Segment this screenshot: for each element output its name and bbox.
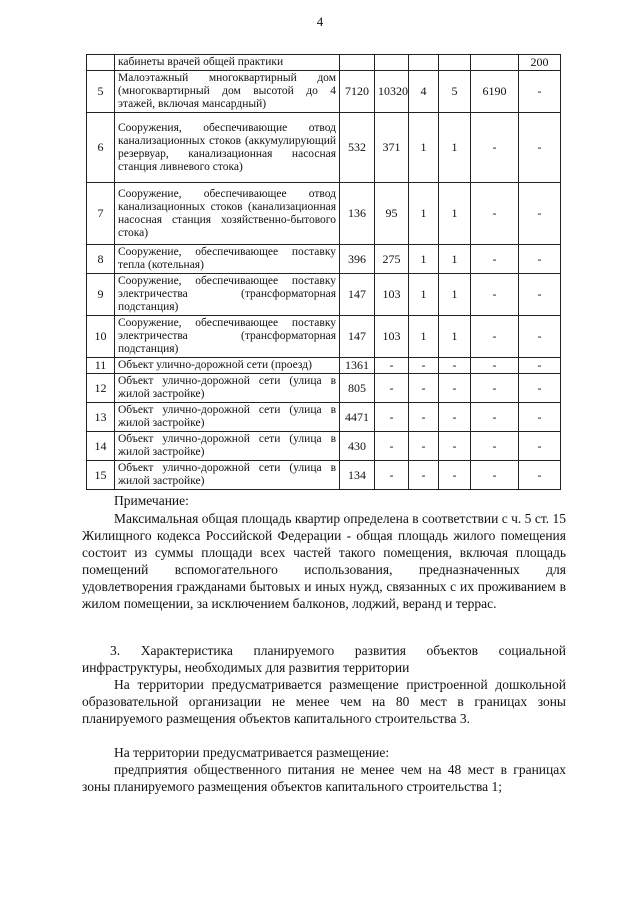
cell-name: Сооружение, обеспечивающее поставку электричества (трансформаторная подстанция) <box>115 274 340 316</box>
table-row <box>87 113 561 183</box>
cell-num: 11 <box>87 358 115 374</box>
cell-value: - <box>375 432 409 461</box>
cell-value: 7120 <box>340 71 375 113</box>
cell-name: Сооружение, обеспечивающее поставку электричества (трансформаторная подстанция) <box>115 316 340 358</box>
cell-value: - <box>471 374 519 403</box>
table-row <box>87 374 561 403</box>
section-3-paragraph-2: На территории предусматривается размещение: <box>114 745 390 760</box>
cell-num: 15 <box>87 461 115 490</box>
cell-num: 7 <box>87 183 115 245</box>
cell-value: 1 <box>409 113 439 183</box>
cell-value: - <box>471 245 519 274</box>
cell-name: Объект улично-дорожной сети (улица в жилой застройке) <box>115 461 340 490</box>
cell-value: - <box>409 432 439 461</box>
table-row <box>87 245 561 274</box>
cell-value: 805 <box>340 374 375 403</box>
cell-num: 10 <box>87 316 115 358</box>
cell-value: - <box>439 403 471 432</box>
cell-num: 8 <box>87 245 115 274</box>
cell-value: - <box>519 358 561 374</box>
cell-value: 200 <box>519 55 561 71</box>
cell-value: - <box>409 358 439 374</box>
cell-name: Сооружение, обеспечивающее поставку тепла (котельная) <box>115 245 340 274</box>
cell-num: 9 <box>87 274 115 316</box>
cell-value: - <box>519 274 561 316</box>
cell-value: 103 <box>375 274 409 316</box>
cell-value: - <box>439 432 471 461</box>
cell-value: 430 <box>340 432 375 461</box>
cell-value: - <box>409 374 439 403</box>
cell-value: - <box>409 461 439 490</box>
cell-value: 532 <box>340 113 375 183</box>
cell-value: - <box>439 374 471 403</box>
table-row <box>87 274 561 316</box>
cell-value: 6190 <box>471 71 519 113</box>
cell-value: - <box>439 461 471 490</box>
cell-value: - <box>519 245 561 274</box>
table-row <box>87 316 561 358</box>
cell-value: - <box>519 316 561 358</box>
section-3-paragraph-1: На территории предусматривается размещение пристроенной дошкольной образовательной организации не менее чем на 80 мест в границах зоны планируемого размещения объектов капитального строительства 3. <box>82 677 566 726</box>
cell-num: 12 <box>87 374 115 403</box>
cell-value: 1 <box>439 245 471 274</box>
cell-value: 1 <box>439 316 471 358</box>
cell-value: 5 <box>439 71 471 113</box>
cell-value: - <box>519 461 561 490</box>
note-text: Максимальная общая площадь квартир определена в соответствии с ч. 5 ст. 15 Жилищного кодекса Российской Федерации - общая площадь жилого помещения состоит из суммы площади всех частей такого помещения, включая площадь помещений вспомогательного использования, предназначенных для удовлетворения гражданами бытовых и иных нужд, связанных с их проживанием в жилом помещении, за исключением балконов, лоджий, веранд и террас. <box>82 511 566 611</box>
cell-value: - <box>519 374 561 403</box>
cell-value: - <box>519 403 561 432</box>
cell-name: Объект улично-дорожной сети (улица в жилой застройке) <box>115 403 340 432</box>
cell-value: - <box>471 461 519 490</box>
cell-value: 1 <box>439 183 471 245</box>
cell-value: 103 <box>375 316 409 358</box>
table-row-continued <box>87 55 561 71</box>
cell-value: 1361 <box>340 358 375 374</box>
cell-name: кабинеты врачей общей практики <box>115 55 340 71</box>
cell-value: - <box>439 358 471 374</box>
cell-value: - <box>471 183 519 245</box>
cell-name: Сооружения, обеспечивающие отвод канализационных стоков (аккумулирующий резервуар, канализационная насосная станция ливневого стока) <box>115 113 340 183</box>
table-row <box>87 358 561 374</box>
table-row <box>87 461 561 490</box>
cell-value: 1 <box>409 316 439 358</box>
cell-value: - <box>471 274 519 316</box>
cell-value: 4 <box>409 71 439 113</box>
cell-num <box>87 55 115 71</box>
cell-num: 5 <box>87 71 115 113</box>
cell-name: Объект улично-дорожной сети (улица в жилой застройке) <box>115 432 340 461</box>
cell-value: 371 <box>375 113 409 183</box>
cell-value: - <box>471 403 519 432</box>
section-3-paragraph-3: предприятия общественного питания не менее чем на 48 мест в границах зоны планируемого размещения объектов капитального строительства 1; <box>82 762 566 794</box>
cell-value: 275 <box>375 245 409 274</box>
cell-name: Объект улично-дорожной сети (проезд) <box>115 358 340 374</box>
cell-name: Малоэтажный многоквартирный дом (многоквартирный дом высотой до 4 этажей, включая мансардный) <box>115 71 340 113</box>
cell-value: 1 <box>409 274 439 316</box>
cell-name: Объект улично-дорожной сети (улица в жилой застройке) <box>115 374 340 403</box>
cell-value: 147 <box>340 316 375 358</box>
table-row <box>87 71 561 113</box>
cell-value: - <box>409 403 439 432</box>
page-number: 4 <box>316 14 324 29</box>
cell-value: - <box>471 113 519 183</box>
table-row <box>87 403 561 432</box>
cell-value: - <box>375 403 409 432</box>
cell-value: 1 <box>439 113 471 183</box>
cell-value: - <box>375 461 409 490</box>
cell-value: - <box>471 358 519 374</box>
cell-value: - <box>375 374 409 403</box>
cell-value: 10320 <box>375 71 409 113</box>
table-row <box>87 432 561 461</box>
cell-num: 13 <box>87 403 115 432</box>
cell-value: - <box>471 432 519 461</box>
note-label: Примечание: <box>114 493 189 508</box>
cell-value: 1 <box>439 274 471 316</box>
cell-value: 134 <box>340 461 375 490</box>
cell-value: 147 <box>340 274 375 316</box>
cell-num: 14 <box>87 432 115 461</box>
cell-num: 6 <box>87 113 115 183</box>
cell-value: - <box>519 71 561 113</box>
cell-value: - <box>519 113 561 183</box>
cell-value: 1 <box>409 183 439 245</box>
cell-value: 95 <box>375 183 409 245</box>
cell-value: 1 <box>409 245 439 274</box>
cell-value: - <box>471 316 519 358</box>
cell-value: 4471 <box>340 403 375 432</box>
cell-value: - <box>375 358 409 374</box>
cell-value: 136 <box>340 183 375 245</box>
cell-name: Сооружение, обеспечивающее отвод канализационных стоков (канализационная насосная станция хозяйственно-бытового стока) <box>115 183 340 245</box>
section-3-heading: 3. Характеристика планируемого развития объектов социальной инфраструктуры, необходимых для развития территории <box>82 643 566 675</box>
objects-table <box>86 54 561 490</box>
table-row <box>87 183 561 245</box>
cell-value: - <box>519 183 561 245</box>
cell-value: - <box>519 432 561 461</box>
cell-value: 396 <box>340 245 375 274</box>
